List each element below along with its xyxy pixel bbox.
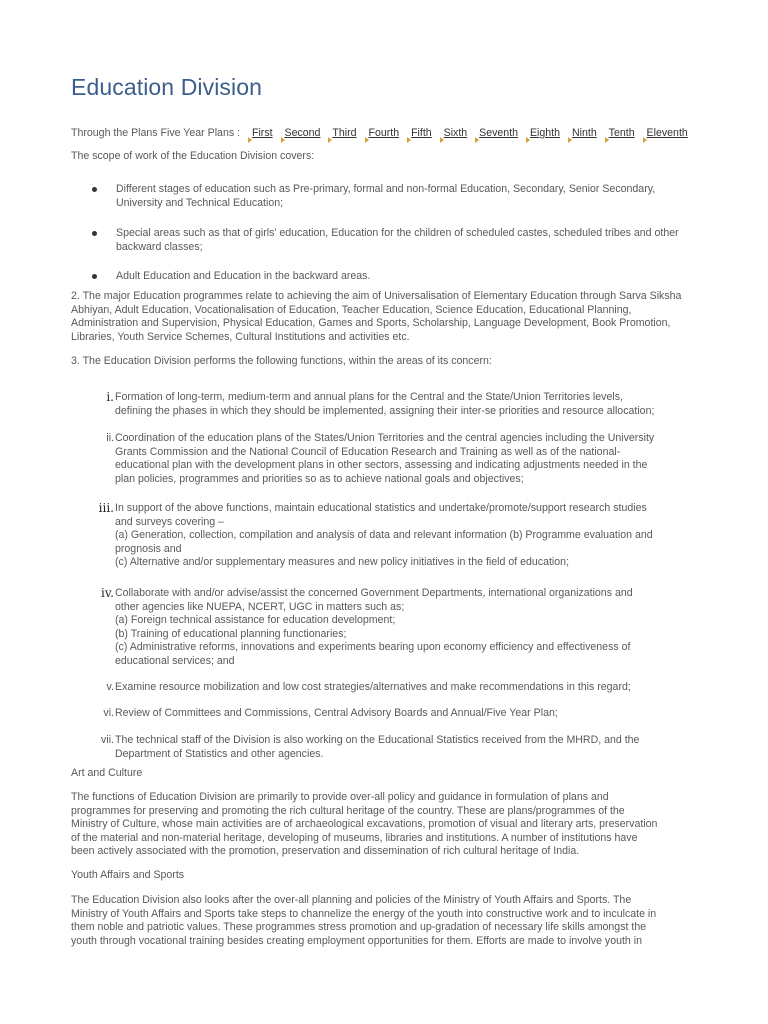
paragraph-2: 2. The major Education programmes relate to achieving the aim of Universalisation of Elementary Education through Sarva Siksha Abhiyan, Adult Education, Vocationalisation of Education, Teacher Education, Science Education, Educational Planning, Administration and Supervision, Physical Education, Games and Sports, Scholarship, Language Development, Book Promotion, Libraries, Youth Service Schemes, Cultural Institutions and activities etc. xyxy=(71,290,682,343)
scope-list xyxy=(92,227,697,254)
function-item: i. Formation of long-term, medium-term and annual plans for the Central and the State/Union Territories levels, defining the phases in which they should be implemented, assigning their inter-se priorities and resource allocation; xyxy=(94,391,698,418)
bullet-icon xyxy=(92,274,97,279)
plan-link-seventh[interactable]: Seventh xyxy=(476,127,518,141)
page-title: Education Division xyxy=(71,74,263,100)
item-number: i. xyxy=(106,390,114,404)
section-heading-youth-sports: Youth Affairs and Sports xyxy=(71,869,185,881)
bullet-icon xyxy=(92,231,97,236)
arrow-icon xyxy=(248,137,252,143)
plan-link-eighth[interactable]: Eighth xyxy=(527,127,560,141)
plan-link-sixth[interactable]: Sixth xyxy=(441,127,468,141)
item-number: vi. xyxy=(103,707,114,719)
plan-link-ninth[interactable]: Ninth xyxy=(569,127,597,141)
paragraph-3: 3. The Education Division performs the following functions, within the areas of its concern: xyxy=(71,355,492,367)
section-heading-art-culture: Art and Culture xyxy=(71,767,143,779)
five-year-plans-nav xyxy=(71,127,694,141)
function-item: vii. The technical staff of the Division is also working on the Educational Statistics received from the MHRD, and the Department of Statistics and other agencies. xyxy=(94,734,698,761)
arrow-icon xyxy=(526,137,530,143)
arrow-icon xyxy=(281,137,285,143)
plan-link-second[interactable]: Second xyxy=(282,127,321,141)
item-number: iii. xyxy=(98,501,114,515)
art-culture-paragraph: The functions of Education Division are primarily to provide over-all policy and guidance in formulation of plans and programmes for preserving and promoting the rich cultural heritage of the country. These are plans/programmes of the Ministry of Culture, whose main activities are of archaeological excavations, promotion of visual and literary arts, preservation of the material and non-material heritage, developing of museums, libraries and institutions. A number of institutions have been actively associated with the promotion, preservation and dissemination of rich cultural heritage of India. xyxy=(71,791,658,858)
item-number: v. xyxy=(106,681,114,693)
function-item: v. Examine resource mobilization and low cost strategies/alternatives and make recommendations in this regard; xyxy=(94,681,698,695)
bullet-icon xyxy=(92,187,97,192)
list-item: Adult Education and Education in the backward areas. xyxy=(92,270,697,284)
function-item: vi. Review of Committees and Commissions, Central Advisory Boards and Annual/Five Year Plan; xyxy=(94,707,698,721)
plans-label: Through the Plans Five Year Plans : xyxy=(71,127,241,139)
plan-link-tenth[interactable]: Tenth xyxy=(606,127,635,141)
scope-list xyxy=(92,183,697,210)
plan-link-fourth[interactable]: Fourth xyxy=(366,127,400,141)
arrow-icon xyxy=(328,137,332,143)
plan-link-first[interactable]: First xyxy=(249,127,273,141)
arrow-icon xyxy=(440,137,444,143)
item-number: vii. xyxy=(101,734,114,746)
plan-link-fifth[interactable]: Fifth xyxy=(408,127,432,141)
item-number: iv. xyxy=(100,586,114,600)
arrow-icon xyxy=(568,137,572,143)
arrow-icon xyxy=(643,137,647,143)
arrow-icon xyxy=(407,137,411,143)
item-number: ii. xyxy=(106,432,114,444)
arrow-icon xyxy=(605,137,609,143)
youth-sports-paragraph: The Education Division also looks after the over-all planning and policies of the Ministry of Youth Affairs and Sports. The Ministry of Youth Affairs and Sports take steps to channelize the energy of the youth into constructive work and to inculcate in them noble and patriotic values. These programmes stress promotion and up-gradation of necessary life skills amongst the youth through vocational training besides creating employment opportunities for them. Efforts are made to involve youth in xyxy=(71,894,657,947)
arrow-icon xyxy=(475,137,479,143)
list-item: Special areas such as that of girls' education, Education for the children of scheduled castes, scheduled tribes and other backward classes; xyxy=(92,227,697,254)
plan-link-third[interactable]: Third xyxy=(329,127,356,141)
scope-list xyxy=(92,270,697,284)
list-item: Different stages of education such as Pre-primary, formal and non-formal Education, Secondary, Senior Secondary, University and Technical Education; xyxy=(92,183,697,210)
arrow-icon xyxy=(365,137,369,143)
scope-intro: The scope of work of the Education Division covers: xyxy=(71,150,315,162)
function-item: ii. Coordination of the education plans of the States/Union Territories and the central agencies including the University Grants Commission and the National Council of Education Research and Training as well as of the national- educational plan with the development plans in other sectors, assessing and indicating adjustments needed in the plan policies, programmes and priorities so as to achieve national goals and objectives; xyxy=(94,432,698,486)
function-item: iii. In support of the above functions, maintain educational statistics and undertake/promote/support research studies and surveys covering – (a) Generation, collection, compilation and analysis of data and relevant information (b) Programme evaluation and prognosis and (c) Alternative and/or supplementary measures and new policy initiatives in the field of education; xyxy=(94,502,698,570)
plan-link-eleventh[interactable]: Eleventh xyxy=(644,127,688,141)
function-item: iv. Collaborate with and/or advise/assist the concerned Government Departments, international organizations and other agencies like NUEPA, NCERT, UGC in matters such as; (a) Foreign technical assistance for education development; (b) Training of educational planning functionaries; (c) Administrative reforms, innovations and experiments bearing upon economy efficiency and effectiveness of educational services; and xyxy=(94,587,698,669)
